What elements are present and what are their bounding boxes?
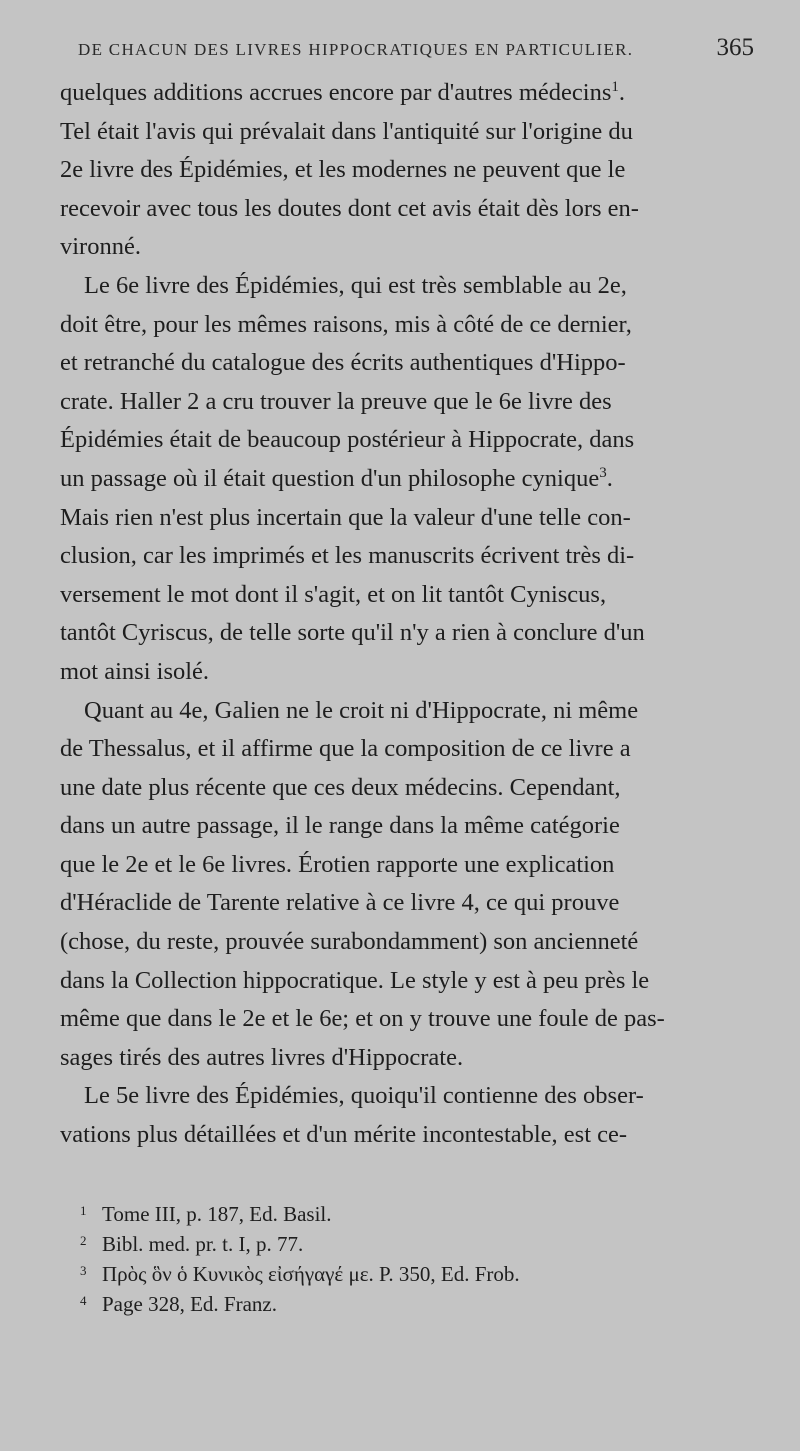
text-line	[60, 653, 754, 692]
text-line	[60, 537, 754, 576]
text-line	[60, 884, 754, 923]
page-number: 365	[716, 34, 754, 61]
text-line	[60, 923, 754, 962]
footnote-mark: 4	[80, 1293, 87, 1308]
text-line-content: Quant au 4e, Galien ne le croit ni d'Hippocrate, ni même	[84, 696, 639, 724]
body-text	[60, 74, 754, 1155]
text-line	[60, 730, 754, 769]
text-line	[60, 228, 754, 267]
text-line	[60, 807, 754, 846]
text-line-content: clusion, car les imprimés et les manuscrits écrivent très di-	[60, 542, 635, 570]
text-line	[60, 151, 754, 190]
text-line	[60, 692, 754, 731]
text-line	[60, 190, 754, 229]
footnote	[80, 1286, 680, 1316]
text-line	[60, 344, 754, 383]
footnote-mark: 2	[80, 1233, 87, 1248]
text-line	[60, 576, 754, 615]
page-header	[78, 34, 758, 66]
text-line-content: que le 2e et le 6e livres. Érotien rapporte une explication	[60, 850, 615, 878]
text-line	[60, 1000, 754, 1039]
text-line	[60, 113, 754, 152]
text-line-content: versement le mot dont il s'agit, et on lit tantôt Cyniscus,	[60, 580, 607, 608]
line-end-punctuation: .	[606, 464, 613, 492]
text-line	[60, 614, 754, 653]
text-line-content: même que dans le 2e et le 6e; et on y trouve une foule de pas-	[60, 1005, 665, 1033]
footnote-reference: 1	[611, 79, 619, 95]
text-line-content: vironné.	[60, 233, 141, 261]
text-line	[60, 460, 754, 499]
text-line-content: mot ainsi isolé.	[60, 657, 210, 685]
text-line	[60, 962, 754, 1001]
text-line-content: Épidémies était de beaucoup postérieur à Hippocrate, dans	[60, 426, 635, 454]
text-line-content: Tel était l'avis qui prévalait dans l'antiquité sur l'origine du	[60, 117, 633, 145]
text-line-content: 2e livre des Épidémies, et les modernes ne peuvent que le	[60, 156, 626, 184]
text-line-content: de Thessalus, et il affirme que la composition de ce livre a	[60, 735, 631, 763]
footnote-mark: 1	[80, 1203, 87, 1218]
text-line	[60, 1077, 754, 1116]
text-line-content: Mais rien n'est plus incertain que la valeur d'une telle con-	[60, 503, 631, 531]
running-title: DE CHACUN DES LIVRES HIPPOCRATIQUES EN PARTICULIER.	[78, 40, 634, 59]
text-line	[60, 1116, 754, 1155]
text-line-content: vations plus détaillées et d'un mérite incontestable, est ce-	[60, 1121, 628, 1149]
text-line-content: dans la Collection hippocratique. Le style y est à peu près le	[60, 966, 650, 994]
text-line-content: Le 6e livre des Épidémies, qui est très semblable au 2e,	[84, 271, 627, 299]
text-line	[60, 846, 754, 885]
text-line-content: crate. Haller 2 a cru trouver la preuve que le 6e livre des	[60, 387, 612, 415]
text-line-content: tantôt Cyriscus, de telle sorte qu'il n'y a rien à conclure d'un	[60, 619, 645, 647]
footnote-text: Page 328, Ed. Franz.	[102, 1292, 277, 1316]
text-line	[60, 74, 754, 113]
text-line	[60, 267, 754, 306]
text-line-content: un passage où il était question d'un philosophe cynique	[60, 464, 600, 492]
text-line	[60, 421, 754, 460]
text-line-content: quelques additions accrues encore par d'autres médecins	[60, 79, 612, 106]
text-line-content: recevoir avec tous les doutes dont cet avis était dès lors en-	[60, 194, 639, 222]
line-end-punctuation: .	[618, 79, 625, 106]
text-line-content: dans un autre passage, il le range dans la même catégorie	[60, 812, 620, 840]
footnote-reference: 3	[599, 464, 607, 481]
text-line	[60, 769, 754, 808]
text-line	[60, 383, 754, 422]
text-line-content: Le 5e livre des Épidémies, quoiqu'il contienne des obser-	[84, 1082, 644, 1110]
text-line	[60, 306, 754, 345]
footnote-text: Bibl. med. pr. t. I, p. 77.	[102, 1232, 304, 1256]
text-line-content: doit être, pour les mêmes raisons, mis à côté de ce dernier,	[60, 310, 632, 338]
text-line-content: et retranché du catalogue des écrits authentiques d'Hippo-	[60, 349, 626, 377]
text-line	[60, 1039, 754, 1078]
footnote	[80, 1226, 680, 1256]
footnote-text: Tome III, p. 187, Ed. Basil.	[102, 1202, 332, 1226]
footnotes	[80, 1196, 680, 1316]
footnote	[80, 1256, 680, 1286]
text-line-content: sages tirés des autres livres d'Hippocrate.	[60, 1043, 464, 1071]
footnote	[80, 1196, 680, 1226]
text-line	[60, 499, 754, 538]
text-line-content: une date plus récente que ces deux médecins. Cependant,	[60, 773, 621, 801]
text-line-content: (chose, du reste, prouvée surabondamment) son ancienneté	[60, 928, 639, 956]
footnote-mark: 3	[80, 1263, 87, 1278]
footnote-text: Πρὸς ὃν ὁ Κυνικὸς εἰσήγαγέ με. P. 350, Ed. Frob.	[102, 1262, 520, 1286]
text-line-content: d'Héraclide de Tarente relative à ce livre 4, ce qui prouve	[60, 889, 620, 917]
